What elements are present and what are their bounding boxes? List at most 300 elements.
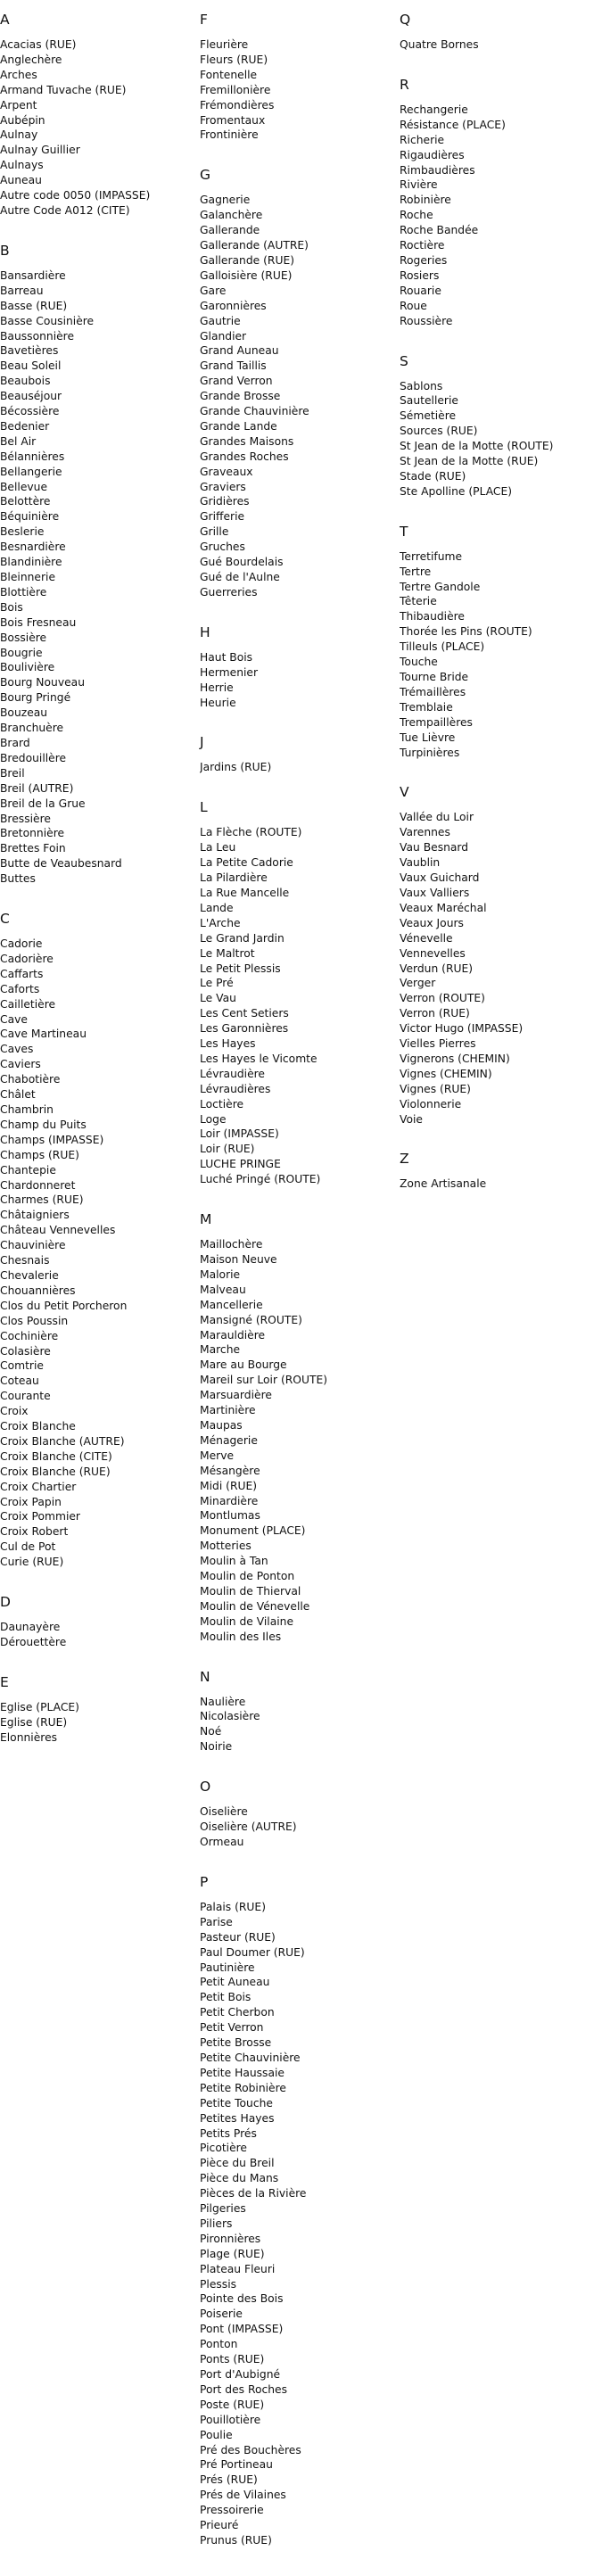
street-link[interactable]: Pré Portineau xyxy=(200,2458,273,2472)
street-link[interactable]: Frontinière xyxy=(200,128,259,142)
street-link[interactable]: Barreau xyxy=(0,284,44,297)
street-link[interactable]: Gruches xyxy=(200,541,245,554)
street-link[interactable]: Plage (RUE) xyxy=(200,2247,265,2260)
street-link[interactable]: Lévraudière xyxy=(200,1067,266,1080)
street-link[interactable]: Malveau xyxy=(200,1283,246,1296)
street-link[interactable]: Moulin de Vilaine xyxy=(200,1614,294,1628)
street-link[interactable]: Port des Roches xyxy=(200,2382,288,2396)
street-link[interactable]: Veaux Maréchal xyxy=(400,901,487,914)
street-link[interactable]: Thibaudière xyxy=(400,610,465,623)
street-link[interactable]: Maupas xyxy=(200,1418,243,1432)
street-link[interactable]: St Jean de la Motte (ROUTE) xyxy=(400,440,554,453)
street-link[interactable]: Noé xyxy=(200,1725,222,1738)
street-link[interactable]: Varennes xyxy=(400,826,450,839)
street-link[interactable]: Aulnay Guillier xyxy=(0,144,80,157)
street-link[interactable]: Terretifume xyxy=(400,549,463,563)
street-link[interactable]: Le Maltrot xyxy=(200,946,255,960)
street-link[interactable]: Ste Apolline (PLACE) xyxy=(400,484,513,498)
street-link[interactable]: Caffarts xyxy=(0,967,44,980)
street-link[interactable]: Mare au Bourge xyxy=(200,1358,287,1372)
street-link[interactable]: Autre code 0050 (IMPASSE) xyxy=(0,189,151,202)
street-link[interactable]: Pont (IMPASSE) xyxy=(200,2323,284,2336)
street-link[interactable]: Chardonneret xyxy=(0,1178,76,1192)
street-link[interactable]: Caforts xyxy=(0,982,40,995)
street-link[interactable]: Martinière xyxy=(200,1404,256,1417)
street-link[interactable]: Châlet xyxy=(0,1088,36,1102)
street-link[interactable]: Aubépin xyxy=(0,113,45,127)
street-link[interactable]: Verdun (RUE) xyxy=(400,962,474,975)
street-link[interactable]: Blottière xyxy=(0,585,47,599)
street-link[interactable]: Beslerie xyxy=(0,525,45,539)
street-link[interactable]: Beau Soleil xyxy=(0,359,62,373)
street-link[interactable]: Anglechère xyxy=(0,53,62,66)
street-link[interactable]: Eglise (RUE) xyxy=(0,1715,68,1729)
street-link[interactable]: Ponts (RUE) xyxy=(200,2353,265,2366)
street-link[interactable]: Oiselière (AUTRE) xyxy=(200,1821,297,1834)
street-link[interactable]: Vignes (RUE) xyxy=(400,1082,471,1095)
street-link[interactable]: Fleurière xyxy=(200,38,249,51)
street-link[interactable]: Herrie xyxy=(200,681,234,694)
street-link[interactable]: Frémondières xyxy=(200,98,275,111)
street-link[interactable]: Mésangère xyxy=(200,1464,260,1477)
street-link[interactable]: Nicolasière xyxy=(200,1710,260,1723)
street-link[interactable]: Eglise (PLACE) xyxy=(0,1700,79,1713)
street-link[interactable]: Petite Robinière xyxy=(200,2081,286,2094)
street-link[interactable]: Breil xyxy=(0,766,25,780)
street-link[interactable]: Vaux Valliers xyxy=(400,886,470,899)
street-link[interactable]: Le Petit Plessis xyxy=(200,962,281,975)
street-link[interactable]: Bourg Pringé xyxy=(0,691,71,705)
street-link[interactable]: Croix Papin xyxy=(0,1495,62,1508)
street-link[interactable]: Autre Code A012 (CITE) xyxy=(0,203,130,217)
street-link[interactable]: Zone Artisanale xyxy=(400,1177,487,1191)
street-link[interactable]: Galloisière (RUE) xyxy=(200,268,293,282)
street-link[interactable]: Lande xyxy=(200,901,234,914)
street-link[interactable]: Voie xyxy=(400,1112,423,1126)
street-link[interactable]: Luché Pringé (ROUTE) xyxy=(200,1173,321,1186)
street-link[interactable]: Vignes (CHEMIN) xyxy=(400,1067,492,1080)
street-link[interactable]: Champs (IMPASSE) xyxy=(0,1133,104,1146)
street-link[interactable]: La Petite Cadorie xyxy=(200,856,293,870)
street-link[interactable]: Grand Verron xyxy=(200,375,273,388)
street-link[interactable]: Guerreries xyxy=(200,585,258,599)
street-link[interactable]: Breil (AUTRE) xyxy=(0,781,74,795)
street-link[interactable]: Basse Cousinière xyxy=(0,314,95,327)
street-link[interactable]: Poste (RUE) xyxy=(200,2398,265,2411)
street-link[interactable]: Prunus (RUE) xyxy=(200,2533,272,2547)
street-link[interactable]: Mareil sur Loir (ROUTE) xyxy=(200,1374,328,1387)
street-link[interactable]: Monument (PLACE) xyxy=(200,1524,306,1538)
street-link[interactable]: Gagnerie xyxy=(200,194,251,207)
street-link[interactable]: Croix xyxy=(0,1405,29,1418)
street-link[interactable]: Lévraudières xyxy=(200,1082,271,1095)
street-link[interactable]: Vaublin xyxy=(400,856,441,870)
street-link[interactable]: La Pilardière xyxy=(200,871,268,885)
street-link[interactable]: Croix Blanche (RUE) xyxy=(0,1465,111,1478)
street-link[interactable]: Sablons xyxy=(400,379,443,392)
street-link[interactable]: Pièce du Mans xyxy=(200,2172,279,2185)
street-link[interactable]: Buttes xyxy=(0,872,36,886)
street-link[interactable]: Robinière xyxy=(400,194,451,207)
street-link[interactable]: Touche xyxy=(400,656,438,669)
street-link[interactable]: Montlumas xyxy=(200,1509,260,1523)
street-link[interactable]: Motteries xyxy=(200,1540,252,1553)
street-link[interactable]: Minardière xyxy=(200,1494,259,1507)
street-link[interactable]: Auneau xyxy=(0,174,42,187)
street-link[interactable]: Turpinières xyxy=(400,746,460,759)
street-link[interactable]: Heurie xyxy=(200,696,236,709)
street-link[interactable]: Rigaudières xyxy=(400,148,465,161)
street-link[interactable]: Chauvinière xyxy=(0,1239,66,1252)
street-link[interactable]: Vaux Guichard xyxy=(400,871,480,885)
street-link[interactable]: Quatre Bornes xyxy=(400,38,479,51)
street-link[interactable]: Breil de la Grue xyxy=(0,797,86,810)
street-link[interactable]: Ormeau xyxy=(200,1836,244,1848)
street-link[interactable]: Pré des Bouchères xyxy=(200,2443,301,2456)
street-link[interactable]: Prés (RUE) xyxy=(200,2473,258,2487)
street-link[interactable]: Pironnières xyxy=(200,2232,261,2245)
street-link[interactable]: Gallerande xyxy=(200,224,260,237)
street-link[interactable]: Galanchère xyxy=(200,209,263,222)
street-link[interactable]: Moulin de Ponton xyxy=(200,1570,295,1583)
street-link[interactable]: Petite Brosse xyxy=(200,2036,272,2050)
street-link[interactable]: Roche Bandée xyxy=(400,224,479,237)
street-link[interactable]: Pièce du Breil xyxy=(200,2157,275,2170)
street-link[interactable]: Têterie xyxy=(400,595,437,608)
street-link[interactable]: Arches xyxy=(0,68,37,81)
street-link[interactable]: Besnardière xyxy=(0,541,66,554)
street-link[interactable]: Le Pré xyxy=(200,977,234,990)
street-link[interactable]: Noirie xyxy=(200,1740,233,1754)
street-link[interactable]: Mancellerie xyxy=(200,1298,263,1311)
street-link[interactable]: Branchuère xyxy=(0,722,64,735)
street-link[interactable]: Grande Lande xyxy=(200,419,277,433)
street-link[interactable]: Tertre xyxy=(400,565,432,578)
street-link[interactable]: Tue Lièvre xyxy=(400,731,456,744)
street-link[interactable]: Beauséjour xyxy=(0,390,62,403)
street-link[interactable]: Loir (IMPASSE) xyxy=(200,1127,279,1141)
street-link[interactable]: Gautrie xyxy=(200,314,241,327)
street-link[interactable]: Petites Hayes xyxy=(200,2111,275,2125)
street-link[interactable]: Croix Pommier xyxy=(0,1510,80,1523)
street-link[interactable]: Petit Bois xyxy=(200,1991,252,2004)
street-link[interactable]: Prieuré xyxy=(200,2519,239,2532)
street-link[interactable]: Violonnerie xyxy=(400,1097,462,1110)
street-link[interactable]: Croix Blanche (AUTRE) xyxy=(0,1434,125,1448)
street-link[interactable]: Brettes Foin xyxy=(0,842,66,855)
street-link[interactable]: Maison Neuve xyxy=(200,1253,277,1266)
street-link[interactable]: Grifferie xyxy=(200,510,245,524)
street-link[interactable]: Bedenier xyxy=(0,419,50,433)
street-link[interactable]: Marsuardière xyxy=(200,1389,272,1402)
street-link[interactable]: Loir (RUE) xyxy=(200,1143,255,1156)
street-link[interactable]: Curie (RUE) xyxy=(0,1556,64,1569)
street-link[interactable]: Daunayère xyxy=(0,1621,61,1634)
street-link[interactable]: Coteau xyxy=(0,1375,39,1388)
street-link[interactable]: Gué Bourdelais xyxy=(200,556,284,569)
street-link[interactable]: Cave xyxy=(0,1012,28,1026)
street-link[interactable]: Pressoirerie xyxy=(200,2504,264,2517)
street-link[interactable]: Rosiers xyxy=(400,268,440,282)
street-link[interactable]: Gallerande (RUE) xyxy=(200,253,295,267)
street-link[interactable]: Petits Prés xyxy=(200,2126,257,2140)
street-link[interactable]: Les Hayes le Vicomte xyxy=(200,1052,317,1065)
street-link[interactable]: Armand Tuvache (RUE) xyxy=(0,83,127,96)
street-link[interactable]: Graviers xyxy=(200,480,246,493)
street-link[interactable]: Sautellerie xyxy=(400,394,458,408)
street-link[interactable]: Caviers xyxy=(0,1058,41,1071)
street-link[interactable]: Richerie xyxy=(400,133,445,146)
street-link[interactable]: Rouarie xyxy=(400,284,441,297)
street-link[interactable]: Bellevue xyxy=(0,480,48,493)
street-link[interactable]: Bougrie xyxy=(0,646,43,659)
street-link[interactable]: Grand Taillis xyxy=(200,359,267,373)
street-link[interactable]: Bansardière xyxy=(0,268,66,282)
street-link[interactable]: Charmes (RUE) xyxy=(0,1193,84,1207)
street-link[interactable]: Rechangerie xyxy=(400,103,468,116)
street-link[interactable]: Grandes Maisons xyxy=(200,434,294,448)
street-link[interactable]: Gridières xyxy=(200,495,250,508)
street-link[interactable]: Bavetières xyxy=(0,344,59,358)
street-link[interactable]: Sémetière xyxy=(400,409,457,423)
street-link[interactable]: Ponton xyxy=(200,2338,238,2351)
street-link[interactable]: Comtrie xyxy=(0,1359,44,1373)
street-link[interactable]: La Rue Mancelle xyxy=(200,886,290,899)
street-link[interactable]: Poulie xyxy=(200,2428,233,2441)
street-link[interactable]: Bleinnerie xyxy=(0,571,56,583)
street-link[interactable]: Beaubois xyxy=(0,375,51,388)
street-link[interactable]: Bredouillère xyxy=(0,751,67,764)
street-link[interactable]: Chevalerie xyxy=(0,1268,59,1282)
street-link[interactable]: Pautinière xyxy=(200,1961,255,1974)
street-link[interactable]: Veaux Jours xyxy=(400,916,464,929)
street-link[interactable]: Petit Verron xyxy=(200,2021,264,2035)
street-link[interactable]: St Jean de la Motte (RUE) xyxy=(400,455,539,468)
street-link[interactable]: Port d'Aubigné xyxy=(200,2368,281,2381)
street-link[interactable]: Le Grand Jardin xyxy=(200,931,285,945)
street-link[interactable]: Acacias (RUE) xyxy=(0,38,77,51)
street-link[interactable]: Dérouettère xyxy=(0,1636,67,1648)
street-link[interactable]: Baussonnière xyxy=(0,329,75,343)
street-link[interactable]: Victor Hugo (IMPASSE) xyxy=(400,1022,524,1036)
street-link[interactable]: Caves xyxy=(0,1043,34,1056)
street-link[interactable]: Champ du Puits xyxy=(0,1118,87,1131)
street-link[interactable]: Aulnays xyxy=(0,159,44,172)
street-link[interactable]: Courante xyxy=(0,1390,51,1403)
street-link[interactable]: Château Vennevelles xyxy=(0,1224,116,1237)
street-link[interactable]: Colasière xyxy=(0,1344,51,1358)
street-link[interactable]: Bretonnière xyxy=(0,827,65,840)
street-link[interactable]: Moulin de Vénevelle xyxy=(200,1599,310,1613)
street-link[interactable]: Les Garonnières xyxy=(200,1022,289,1036)
street-link[interactable]: Roche xyxy=(400,209,433,222)
street-link[interactable]: Brard xyxy=(0,736,30,749)
street-link[interactable]: Merve xyxy=(200,1449,235,1462)
street-link[interactable]: Bélannières xyxy=(0,450,65,463)
street-link[interactable]: Marauldière xyxy=(200,1328,266,1342)
street-link[interactable]: Tilleuls (PLACE) xyxy=(400,640,485,654)
street-link[interactable]: Fleurs (RUE) xyxy=(200,53,268,66)
street-link[interactable]: Garonnières xyxy=(200,299,267,312)
street-link[interactable]: Moulin à Tan xyxy=(200,1555,268,1568)
street-link[interactable]: Grande Brosse xyxy=(200,390,281,403)
street-link[interactable]: Oiselière xyxy=(200,1805,248,1819)
street-link[interactable]: Verger xyxy=(400,977,436,990)
street-link[interactable]: Verron (RUE) xyxy=(400,1007,470,1020)
street-link[interactable]: Tertre Gandole xyxy=(400,580,481,593)
street-link[interactable]: Belottère xyxy=(0,495,51,508)
street-link[interactable]: Roussière xyxy=(400,314,453,327)
street-link[interactable]: Clos du Petit Porcheron xyxy=(0,1299,128,1312)
street-link[interactable]: Tourne Bride xyxy=(400,671,469,683)
street-link[interactable]: Bellangerie xyxy=(0,465,62,478)
street-link[interactable]: Petit Cherbon xyxy=(200,2006,275,2019)
street-link[interactable]: Vallée du Loir xyxy=(400,811,474,824)
street-link[interactable]: Blandinière xyxy=(0,556,62,569)
street-link[interactable]: Midi (RUE) xyxy=(200,1479,258,1492)
street-link[interactable]: Croix Chartier xyxy=(0,1480,77,1493)
street-link[interactable]: Poiserie xyxy=(200,2308,243,2321)
street-link[interactable]: Bécossière xyxy=(0,405,60,418)
street-link[interactable]: Graveaux xyxy=(200,465,253,478)
street-link[interactable]: Verron (ROUTE) xyxy=(400,992,485,1005)
street-link[interactable]: Gué de l'Aulne xyxy=(200,571,280,583)
street-link[interactable]: Maillochère xyxy=(200,1238,263,1251)
street-link[interactable]: Fontenelle xyxy=(200,68,258,81)
street-link[interactable]: Chantepie xyxy=(0,1163,56,1177)
street-link[interactable]: Chambrin xyxy=(0,1103,54,1116)
street-link[interactable]: Vénevelle xyxy=(400,931,453,945)
street-link[interactable]: Elonnières xyxy=(0,1730,58,1744)
street-link[interactable]: La Leu xyxy=(200,841,236,855)
street-link[interactable]: Croix Blanche (CITE) xyxy=(0,1449,112,1463)
street-link[interactable]: Croix Robert xyxy=(0,1525,69,1539)
street-link[interactable]: Piliers xyxy=(200,2217,233,2230)
street-link[interactable]: Aulnay xyxy=(0,128,38,142)
street-link[interactable]: Parise xyxy=(200,1915,233,1928)
street-link[interactable]: Bois Fresneau xyxy=(0,615,77,629)
street-link[interactable]: Moulin de Thierval xyxy=(200,1584,301,1598)
street-link[interactable]: Pointe des Bois xyxy=(200,2292,284,2306)
street-link[interactable]: Vielles Pierres xyxy=(400,1037,476,1051)
street-link[interactable]: Petite Chauvinière xyxy=(200,2051,301,2064)
street-link[interactable]: Petite Touche xyxy=(200,2096,273,2110)
street-link[interactable]: Pilgeries xyxy=(200,2202,246,2216)
street-link[interactable]: Gallerande (AUTRE) xyxy=(200,239,309,252)
street-link[interactable]: Sources (RUE) xyxy=(400,425,478,438)
street-link[interactable]: Roctière xyxy=(400,239,445,252)
street-link[interactable]: Petit Auneau xyxy=(200,1976,270,1989)
street-link[interactable]: Glandier xyxy=(200,329,247,343)
street-link[interactable]: Trémaillères xyxy=(400,685,466,698)
street-link[interactable]: Grille xyxy=(200,525,229,539)
street-link[interactable]: Jardins (RUE) xyxy=(200,761,272,774)
street-link[interactable]: Haut Bois xyxy=(200,650,253,664)
street-link[interactable]: Loge xyxy=(200,1112,227,1126)
street-link[interactable]: Cadorière xyxy=(0,952,54,965)
street-link[interactable]: Moulin des Iles xyxy=(200,1630,282,1643)
street-link[interactable]: Champs (RUE) xyxy=(0,1148,79,1161)
street-link[interactable]: Croix Blanche xyxy=(0,1420,76,1433)
street-link[interactable]: Résistance (PLACE) xyxy=(400,118,506,131)
street-link[interactable]: Vennevelles xyxy=(400,946,466,960)
street-link[interactable]: Bel Air xyxy=(0,434,37,448)
street-link[interactable]: L'Arche xyxy=(200,916,241,929)
street-link[interactable]: Plateau Fleuri xyxy=(200,2262,276,2275)
street-link[interactable]: Prés de Vilaines xyxy=(200,2489,286,2502)
street-link[interactable]: Vau Besnard xyxy=(400,841,469,855)
street-link[interactable]: Trempaillères xyxy=(400,715,473,729)
street-link[interactable]: Naulière xyxy=(200,1695,246,1708)
street-link[interactable]: Stade (RUE) xyxy=(400,469,466,483)
street-link[interactable]: Pasteur (RUE) xyxy=(200,1930,276,1944)
street-link[interactable]: Fremillonière xyxy=(200,83,271,96)
street-link[interactable]: Les Cent Setiers xyxy=(200,1007,289,1020)
street-link[interactable]: Hermenier xyxy=(200,665,259,679)
street-link[interactable]: Gare xyxy=(200,284,227,297)
street-link[interactable]: Bouzeau xyxy=(0,706,48,720)
street-link[interactable]: LUCHE PRINGE xyxy=(200,1158,281,1171)
street-link[interactable]: Cave Martineau xyxy=(0,1028,87,1041)
street-link[interactable]: Cailletière xyxy=(0,997,56,1011)
street-link[interactable]: Boulivière xyxy=(0,661,55,674)
street-link[interactable]: Châtaigniers xyxy=(0,1209,70,1222)
street-link[interactable]: Fromentaux xyxy=(200,113,266,127)
street-link[interactable]: Basse (RUE) xyxy=(0,299,68,312)
street-link[interactable]: Pouillotière xyxy=(200,2413,261,2426)
street-link[interactable]: Picotière xyxy=(200,2142,248,2155)
street-link[interactable]: Bourg Nouveau xyxy=(0,676,85,689)
street-link[interactable]: Ménagerie xyxy=(200,1433,258,1447)
street-link[interactable]: La Flèche (ROUTE) xyxy=(200,826,302,839)
street-link[interactable]: Malorie xyxy=(200,1267,241,1281)
street-link[interactable]: Loctière xyxy=(200,1097,244,1110)
street-link[interactable]: Roue xyxy=(400,299,427,312)
street-link[interactable]: Pièces de la Rivière xyxy=(200,2187,307,2200)
street-link[interactable]: Les Hayes xyxy=(200,1037,256,1051)
street-link[interactable]: Plessis xyxy=(200,2277,237,2291)
street-link[interactable]: Mansigné (ROUTE) xyxy=(200,1313,302,1326)
street-link[interactable]: Rogeries xyxy=(400,253,448,267)
street-link[interactable]: Marche xyxy=(200,1343,241,1357)
street-link[interactable]: Paul Doumer (RUE) xyxy=(200,1945,305,1959)
street-link[interactable]: Béquinière xyxy=(0,510,60,524)
street-link[interactable]: Bossière xyxy=(0,631,47,644)
street-link[interactable]: Rimbaudières xyxy=(400,163,475,177)
street-link[interactable]: Thorée les Pins (ROUTE) xyxy=(400,625,532,639)
street-link[interactable]: Bois xyxy=(0,600,23,614)
street-link[interactable]: Butte de Veaubesnard xyxy=(0,857,122,871)
street-link[interactable]: Arpent xyxy=(0,98,37,111)
street-link[interactable]: Chabotière xyxy=(0,1073,61,1086)
street-link[interactable]: Clos Poussin xyxy=(0,1314,69,1327)
street-link[interactable]: Vignerons (CHEMIN) xyxy=(400,1052,510,1065)
street-link[interactable]: Palais (RUE) xyxy=(200,1900,266,1913)
street-link[interactable]: Rivière xyxy=(400,178,438,192)
street-link[interactable]: Petite Haussaie xyxy=(200,2066,285,2079)
street-link[interactable]: Grandes Roches xyxy=(200,450,289,463)
street-link[interactable]: Chouannières xyxy=(0,1284,76,1297)
street-link[interactable]: Cochinière xyxy=(0,1329,59,1342)
street-link[interactable]: Le Vau xyxy=(200,992,236,1005)
street-link[interactable]: Tremblaie xyxy=(400,700,453,714)
street-link[interactable]: Grand Auneau xyxy=(200,344,279,358)
street-link[interactable]: Bressière xyxy=(0,812,51,825)
street-link[interactable]: Grande Chauvinière xyxy=(200,405,309,418)
street-link[interactable]: Chesnais xyxy=(0,1254,50,1267)
street-link[interactable]: Cadorie xyxy=(0,937,43,951)
street-link[interactable]: Cul de Pot xyxy=(0,1540,56,1554)
